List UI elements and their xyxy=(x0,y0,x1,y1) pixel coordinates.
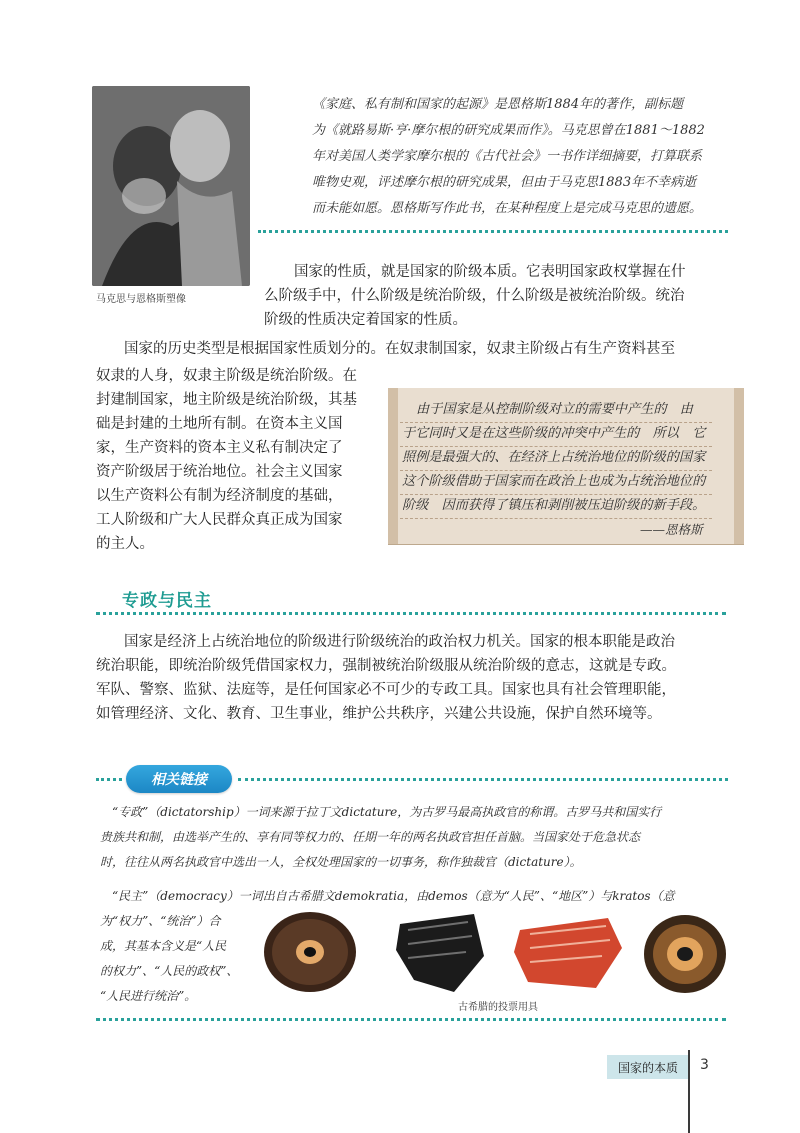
text-line: 以生产资料公有制为经济制度的基础， xyxy=(96,488,343,504)
paragraph-nature-of-state xyxy=(264,260,734,332)
book-intro-note xyxy=(312,92,722,222)
paragraph-historical-types-cont xyxy=(96,364,378,556)
text-line: 么阶级手中，什么阶级是统治阶级，什么阶级是被统治阶级。统治 xyxy=(264,288,685,304)
quote-line: 阶级 因而获得了镇压和剥削被压迫阶级的新手段。 xyxy=(402,498,706,513)
note-line: 唯物史观，评述摩尔根的研究成果，但由于马克思1883年不幸病逝 xyxy=(312,175,697,190)
quote-line: 照例是最强大的、在经济上占统治地位的阶级的国家 xyxy=(402,450,706,465)
text-line: 统治职能，即统治阶级凭借国家权力，强制被统治阶级服从统治阶级的意志，这就是专政。 xyxy=(96,658,676,674)
engels-quote-text xyxy=(402,398,712,518)
paragraph-historical-types: 国家的历史类型是根据国家性质划分的。在奴隶制国家，奴隶主阶级占有生产资料甚至 xyxy=(124,341,675,357)
quote-rule xyxy=(400,422,712,423)
text-line: 军队、警察、监狱、法庭等，是任何国家必不可少的专政工具。国家也具有社会管理职能， xyxy=(96,682,676,698)
text-line: 阶级的性质决定着国家的性质。 xyxy=(264,312,467,328)
note-line: 贵族共和制，由选举产生的、享有同等权力的、任期一年的两名执政官担任首脑。当国家处于危急状态 xyxy=(100,830,641,844)
quote-line: 这个阶级借助于国家而在政治上也成为占统治地位的 xyxy=(402,474,706,489)
note-line: “专政”（dictatorship）一词来源于拉丁文dictature，为古罗马最高执政官的称谓。古罗马共和国实行 xyxy=(100,805,662,819)
text-line: 的主人。 xyxy=(96,536,154,552)
quote-rule xyxy=(400,470,712,471)
page-number: 3 xyxy=(700,1057,709,1073)
section-title: 专政与民主 xyxy=(122,591,212,611)
quote-rule xyxy=(400,494,712,495)
related-links-badge: 相关链接 xyxy=(126,765,232,793)
text-line: 国家的性质，就是国家的阶级本质。它表明国家政权掌握在什 xyxy=(294,264,686,280)
statue-image xyxy=(92,86,250,286)
text-line: 础是封建的土地所有制。在资本主义国 xyxy=(96,416,343,432)
quote-author: ——恩格斯 xyxy=(640,522,703,537)
quote-rule xyxy=(400,518,712,519)
text-line: 资产阶级居于统治地位。社会主义国家 xyxy=(96,464,343,480)
note-line: 成，其基本含义是“人民 xyxy=(100,939,227,953)
dotted-divider xyxy=(258,230,728,233)
footer-rule xyxy=(688,1050,690,1133)
dotted-divider xyxy=(238,778,728,781)
note-line: 的权力”、“人民的政权”、 xyxy=(100,964,239,978)
dotted-divider xyxy=(96,612,726,615)
democracy-note-cont xyxy=(100,909,250,1009)
text-line: 如管理经济、文化、教育、卫生事业，维护公共秩序，兴建公共设施，保护自然环境等。 xyxy=(96,706,662,722)
photo-caption: 马克思与恩格斯塑像 xyxy=(96,294,186,305)
democracy-note: “民主”（democracy）一词出自古希腊文demokratia，由demos（意为“人民”、“地区”）与kratos（意 xyxy=(100,889,675,903)
note-line: “人民进行统治”。 xyxy=(100,989,197,1003)
text-line: 奴隶的人身，奴隶主阶级是统治阶级。在 xyxy=(96,368,357,384)
quote-line: 于它同时又是在这些阶级的冲突中产生的 所以 它 xyxy=(402,426,706,441)
note-line: 年对美国人类学家摩尔根的《古代社会》一书作详细摘要，打算联系 xyxy=(312,149,703,164)
chapter-tab: 国家的本质 xyxy=(607,1055,689,1079)
paragraph-dictatorship-democracy xyxy=(96,630,736,726)
dotted-divider xyxy=(96,778,122,781)
ballot-disc-amber xyxy=(642,912,728,996)
dictatorship-note xyxy=(100,800,740,875)
note-line: 为“权力”、“统治”）合 xyxy=(100,914,221,928)
dotted-divider xyxy=(96,1018,726,1021)
ballot-shard-red xyxy=(512,912,624,992)
note-line: 《家庭、私有制和国家的起源》是恩格斯1884年的著作，副标题 xyxy=(312,97,684,112)
quote-line: 由于国家是从控制阶级对立的需要中产生的 由 xyxy=(416,402,693,417)
text-line: 国家是经济上占统治地位的阶级进行阶级统治的政治权力机关。国家的根本职能是政治 xyxy=(124,634,675,650)
ballot-caption: 古希腊的投票用具 xyxy=(458,1002,538,1013)
quote-rule xyxy=(400,446,712,447)
note-line: 时，往往从两名执政官中选出一人，全权处理国家的一切事务，称作独裁官（dictature）。 xyxy=(100,855,582,869)
ballot-shard-black xyxy=(394,910,486,994)
text-line: 封建制国家，地主阶级是统治阶级，其基 xyxy=(96,392,357,408)
ballot-disc-dark xyxy=(262,908,358,996)
note-line: 为《就路易斯·亨·摩尔根的研究成果而作》。马克思曾在1881～1882 xyxy=(312,123,705,138)
marx-engels-statue-photo xyxy=(92,86,250,286)
note-line: 而未能如愿。恩格斯写作此书，在某种程度上是完成马克思的遗愿。 xyxy=(312,201,703,216)
text-line: 工人阶级和广大人民群众真正成为国家 xyxy=(96,512,343,528)
text-line: 家，生产资料的资本主义私有制决定了 xyxy=(96,440,343,456)
